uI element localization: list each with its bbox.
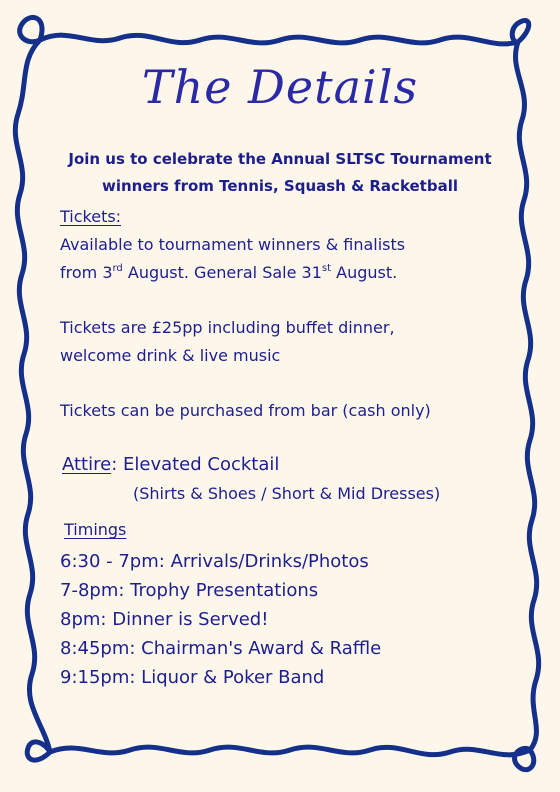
attire-label: Attire	[62, 454, 112, 475]
tickets-availability-line-1: Available to tournament winners & finalists	[60, 235, 406, 254]
timing-item	[60, 638, 381, 659]
timing-event: : Dinner is Served!	[100, 609, 269, 630]
timing-item	[60, 667, 324, 688]
timing-time: 8pm	[60, 609, 101, 630]
timing-time: 6:30 - 7pm	[60, 551, 159, 572]
timing-event: : Chairman's Award & Raffle	[129, 638, 382, 659]
timing-time: 7-8pm	[60, 580, 119, 601]
tickets-availability-line-2	[60, 263, 397, 282]
timing-item	[60, 609, 268, 630]
timings-heading: Timings	[64, 520, 127, 539]
tickets-date-sup-2: st	[321, 263, 332, 274]
timing-event: : Arrivals/Drinks/Photos	[158, 551, 369, 572]
timing-time: 9:15pm	[60, 667, 130, 688]
tickets-date-part-c: August.	[331, 263, 398, 282]
timing-time: 8:45pm	[60, 638, 130, 659]
attire-value: : Elevated Cocktail	[111, 454, 280, 475]
page-title: The Details	[141, 60, 419, 114]
attire-detail: (Shirts & Shoes / Short & Mid Dresses)	[133, 484, 441, 503]
tickets-date-part-a: from 3	[60, 263, 113, 282]
tickets-purchase-info: Tickets can be purchased from bar (cash only)	[60, 401, 431, 420]
timing-event: : Liquor & Poker Band	[129, 667, 325, 688]
tickets-price-line-2: welcome drink & live music	[60, 346, 281, 365]
attire-line	[62, 454, 279, 475]
intro-line-1: Join us to celebrate the Annual SLTSC Tournament	[68, 150, 492, 168]
timing-item	[60, 580, 318, 601]
intro-line-2: winners from Tennis, Squash & Racketball	[101, 177, 458, 195]
intro-text	[30, 146, 530, 200]
tickets-heading: Tickets:	[60, 207, 122, 226]
tickets-date-part-b: August. General Sale 31	[122, 263, 322, 282]
timing-item	[60, 551, 369, 572]
tickets-date-sup-1: rd	[112, 263, 123, 274]
tickets-price-line-1: Tickets are £25pp including buffet dinner,	[60, 318, 395, 337]
timing-event: : Trophy Presentations	[118, 580, 319, 601]
